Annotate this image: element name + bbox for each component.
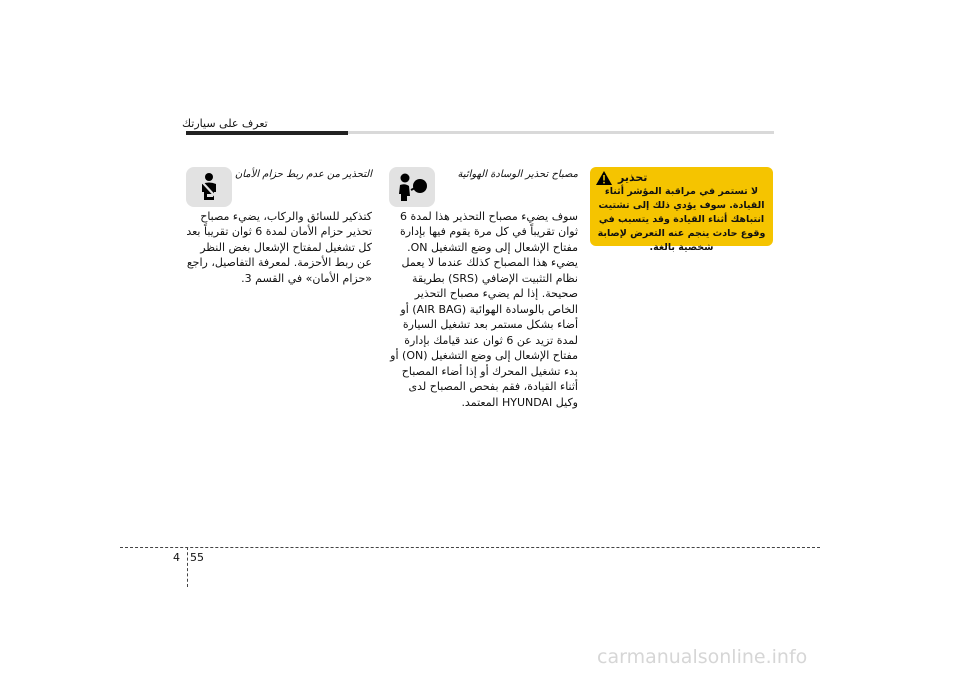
seatbelt-section-body: كتذكير للسائق والركاب، يضيء مصباح تحذير حزام الأمان لمدة 6 ثوان تقريباً بعد كل تشغيل لمفتاح الإشعال بغض النظر عن ربط الأحزمة. لمعرفة التفاصيل، راجع «حزام الأمان» في القسم 3. <box>186 209 372 285</box>
footer-divider <box>187 547 188 587</box>
warning-text: لا تستمر في مراقبة المؤشر أثناء القيادة. سوف يؤدي ذلك إلى تشتيت انتباهك أثناء القيادة وقد يتسبب في وقوع حادث ينجم عنه التعرض لإصابة شخصية بالغة. <box>597 186 766 253</box>
warning-box <box>590 167 773 253</box>
page-number: 55 <box>190 551 204 564</box>
footer-rule <box>120 547 820 548</box>
page-header-title: تعرف على سيارتك <box>182 117 268 130</box>
warning-heading: تحذير <box>618 171 648 184</box>
warning-triangle-icon <box>596 171 612 185</box>
section-number: 4 <box>173 551 180 564</box>
airbag-section <box>386 167 578 410</box>
header-rule-accent <box>186 131 348 135</box>
seatbelt-section <box>186 167 372 286</box>
watermark: carmanualsonline.info <box>597 646 808 668</box>
airbag-section-body: سوف يضيء مصباح التحذير هذا لمدة 6 ثوان تقريباً في كل مرة يقوم فيها بإدارة مفتاح الإشعال إلى وضع التشغيل ON. يضيء هذا المصباح كذلك عندما لا يعمل نظام التثبيت الإضافي (SRS) بطريقة صحيحة. إذا لم يضيء مصباح التحذير الخاص بالوسادة الهوائية (AIR BAG) أو أضاء بشكل مستمر بعد تشغيل السيارة لمدة تزيد عن 6 ثوان عند قيامك بإدارة مفتاح الإشعال إلى وضع التشغيل (ON) أو بدء تشغيل المحرك أو إذا أضاء المصباح أثناء القيادة، فقم بفحص المصباح لدى وكيل HYUNDAI المعتمد. <box>390 209 578 409</box>
airbag-section-title: مصباح تحذير الوسادة الهوائية <box>457 169 578 180</box>
warning-heading-row <box>596 171 767 185</box>
seatbelt-section-title: التحذير من عدم ربط حزام الأمان <box>234 169 372 180</box>
